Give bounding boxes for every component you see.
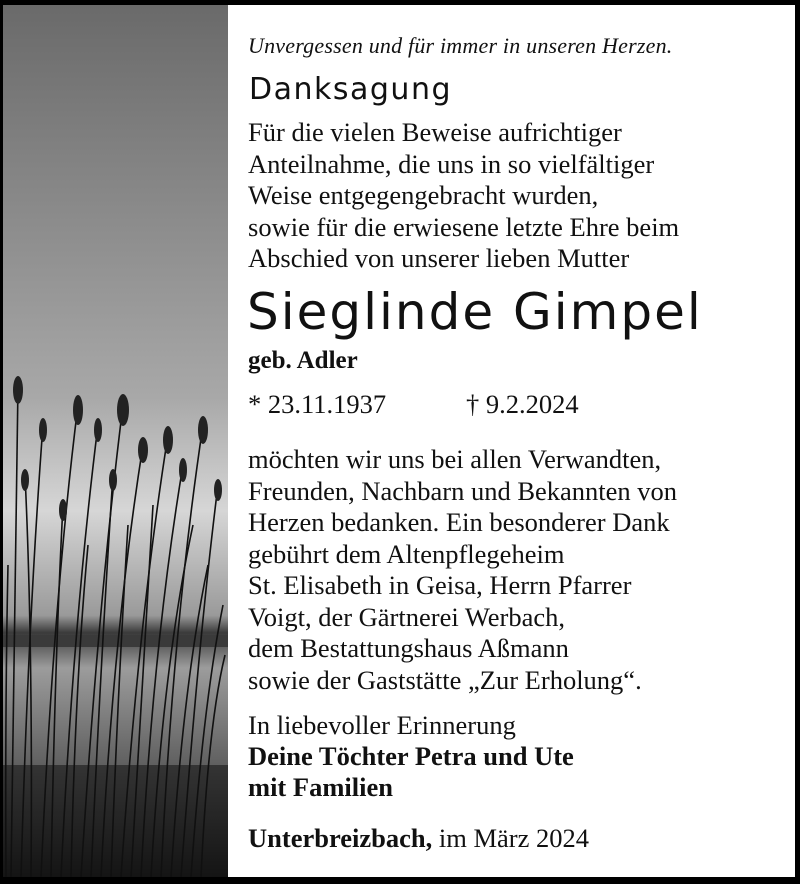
life-dates <box>248 389 579 420</box>
death-date: † 9.2.2024 <box>466 389 579 419</box>
intro-line: Für die vielen Beweise aufrichtiger <box>248 117 622 147</box>
birth-date: * 23.11.1937 <box>248 389 387 419</box>
heading-danksagung: Danksagung <box>249 72 452 107</box>
reed-lake-photo <box>3 5 228 877</box>
remembrance-line: In liebevoller Erinnerung <box>248 710 516 740</box>
motto: Unvergessen und für immer in unseren Herzen. <box>248 33 673 58</box>
intro-line: Anteilnahme, die uns in so vielfältiger <box>248 148 655 179</box>
thanks-line: Freunden, Nachbarn und Bekannten von <box>248 475 678 506</box>
thanks-line: gebührt dem Altenpflegeheim <box>248 538 565 569</box>
thanks-line: dem Bestattungshaus Aßmann <box>248 633 569 663</box>
thanks-line: Voigt, der Gärtnerei Werbach, <box>248 601 565 632</box>
signature-block <box>248 710 574 803</box>
obituary-card <box>3 5 795 877</box>
signer-line: Deine Töchter Petra und Ute <box>248 741 574 771</box>
deceased-name: Sieglinde Gimpel <box>247 283 703 341</box>
thanks-paragraph <box>248 444 677 696</box>
thanks-line: Herzen bedanken. Ein besonderer Dank <box>248 507 670 537</box>
birth-name: geb. Adler <box>248 347 358 374</box>
thanks-line: möchten wir uns bei allen Verwandten, <box>248 444 662 474</box>
place: Unterbreizbach, <box>248 823 433 853</box>
place-date <box>248 823 589 854</box>
date: im März 2024 <box>438 823 590 853</box>
signer-line: mit Familien <box>248 772 393 802</box>
thanks-line: St. Elisabeth in Geisa, Herrn Pfarrer <box>248 570 632 600</box>
intro-line: Abschied von unserer lieben Mutter <box>248 243 630 273</box>
intro-line: Weise entgegengebracht wurden, <box>248 180 599 210</box>
thanks-line: sowie der Gaststätte „Zur Erholung“. <box>248 664 642 695</box>
intro-line: sowie für die erwiesene letzte Ehre beim <box>248 211 680 242</box>
intro-paragraph <box>248 117 679 275</box>
